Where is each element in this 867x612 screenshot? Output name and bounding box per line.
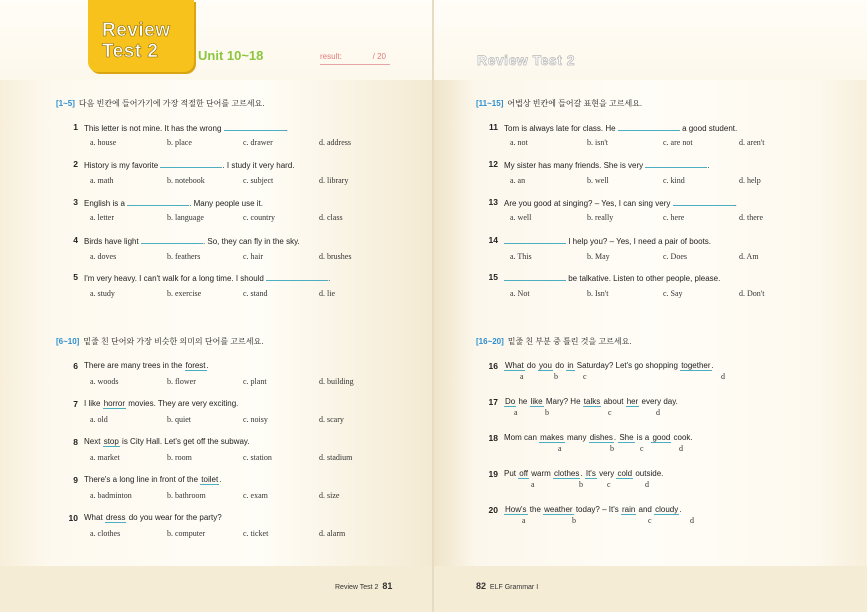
choice-b[interactable]: dishes (589, 433, 613, 442)
section-range: [11~15] (476, 99, 504, 108)
question-text: Tom is always late for class. He a good student. (504, 124, 738, 133)
choice-b[interactable]: you (539, 361, 552, 370)
option-d[interactable]: d. building (319, 377, 354, 386)
section-header-1-5 (56, 98, 264, 109)
choice-a[interactable]: off (519, 469, 528, 478)
question-text: History is my favorite . I study it very hard. (84, 161, 295, 170)
option-b[interactable]: b. room (167, 453, 192, 462)
question-number: 14 (488, 235, 498, 245)
underlined-word: toilet (201, 475, 219, 484)
answer-blank[interactable] (673, 197, 735, 206)
choice-c[interactable]: in (567, 361, 574, 370)
choice-letter: c (608, 408, 612, 417)
option-d[interactable]: d. help (739, 176, 761, 185)
answer-blank[interactable] (504, 272, 566, 281)
answer-blank[interactable] (504, 235, 566, 244)
answer-blank[interactable] (266, 272, 328, 281)
option-d[interactable]: d. Don't (739, 289, 765, 298)
choice-letter: a (514, 408, 518, 417)
option-d[interactable]: d. library (319, 176, 349, 185)
question-number: 15 (488, 272, 498, 282)
option-b[interactable]: b. isn't (587, 138, 608, 147)
option-b[interactable]: b. quiet (167, 415, 191, 424)
question-number: 17 (488, 397, 498, 407)
underlined-word: horror (103, 399, 126, 408)
choice-a[interactable]: makes (540, 433, 564, 442)
choice-letter: d (679, 444, 683, 453)
section-instruction: 어법상 빈칸에 들어갈 표현을 고르세요. (507, 99, 643, 108)
gutter (432, 0, 434, 612)
option-d[interactable]: d. stadium (319, 453, 353, 462)
option-a[interactable]: a. well (510, 213, 532, 222)
option-c[interactable]: c. here (663, 213, 685, 222)
question-number: 5 (73, 272, 78, 282)
option-d[interactable]: d. size (319, 491, 340, 500)
question-text: Mom can makes many dishes. She is a good cook. (504, 433, 693, 442)
question-text: How's the weather today? – It's rain and cloudy. (505, 505, 682, 514)
question-number: 20 (488, 505, 498, 515)
right-page-footer (476, 581, 538, 591)
choice-letter: d (690, 516, 694, 525)
choice-letter: c (640, 444, 644, 453)
choice-letter: b (554, 372, 558, 381)
question-text: Put off warm clothes. It's very cold outside. (504, 469, 664, 478)
review-test-badge (88, 0, 194, 72)
option-c[interactable]: c. Say (663, 289, 683, 298)
option-a[interactable]: a. This (510, 252, 532, 261)
answer-blank[interactable] (645, 159, 707, 168)
option-c[interactable]: c. exam (243, 491, 268, 500)
option-a[interactable]: a. not (510, 138, 528, 147)
option-d[interactable]: d. scary (319, 415, 344, 424)
option-b[interactable]: b. well (587, 176, 609, 185)
question-number: 6 (73, 361, 78, 371)
answer-blank[interactable] (160, 159, 222, 168)
option-a[interactable]: a. old (90, 415, 108, 424)
section-instruction: 다음 빈칸에 들어가기에 가장 적절한 단어를 고르세요. (78, 99, 265, 108)
option-a[interactable]: a. clothes (90, 529, 121, 538)
question-number: 12 (488, 159, 498, 169)
option-b[interactable]: b. exercise (167, 289, 202, 298)
section-range: [16~20] (476, 337, 504, 346)
section-range: [6~10] (56, 337, 80, 346)
choice-d[interactable]: good (652, 433, 671, 442)
result-label: result: (320, 52, 342, 61)
choice-letter: c (648, 516, 652, 525)
option-c[interactable]: c. plant (243, 377, 267, 386)
underlined-word: stop (103, 437, 119, 446)
page-number: 81 (382, 581, 393, 591)
question-text: There are many trees in the forest. (84, 361, 209, 370)
question-number: 10 (68, 513, 78, 523)
footer-label: Review Test 2 (335, 584, 379, 591)
choice-c[interactable]: talks (583, 397, 601, 406)
underlined-word: forest (185, 361, 206, 370)
choice-letter: a (558, 444, 562, 453)
option-a[interactable]: a. math (90, 176, 114, 185)
choice-letter: c (583, 372, 587, 381)
question-number: 9 (73, 475, 78, 485)
choice-letter: a (531, 480, 535, 489)
question-number: 16 (488, 361, 498, 371)
choice-letter: d (656, 408, 660, 417)
option-a[interactable]: a. study (90, 289, 115, 298)
section-range: [1~5] (56, 99, 75, 108)
choice-d[interactable]: cloudy (655, 505, 679, 514)
option-c[interactable]: c. station (243, 453, 272, 462)
question-text: What dress do you wear for the party? (84, 513, 222, 522)
option-d[interactable]: d. alarm (319, 529, 346, 538)
option-a[interactable]: a. doves (90, 252, 117, 261)
question-text: What do you do in Saturday? Let's go shopping together. (505, 361, 714, 370)
question-text: I help you? – Yes, I need a pair of boots. (504, 235, 711, 246)
question-text: Do he like Mary? He talks about her every day. (505, 397, 678, 406)
choice-b[interactable]: clothes (554, 469, 580, 478)
choice-letter: d (645, 480, 649, 489)
option-b[interactable]: b. Isn't (587, 289, 609, 298)
option-c[interactable]: c. Does (663, 252, 687, 261)
section-instruction: 밑줄 친 부분 중 틀린 것을 고르세요. (507, 337, 632, 346)
choice-d[interactable]: her (626, 397, 639, 406)
option-d[interactable]: d. address (319, 138, 351, 147)
question-number: 4 (73, 235, 78, 245)
question-number: 1 (73, 122, 78, 132)
choice-c[interactable]: rain (621, 505, 636, 514)
option-b[interactable]: b. place (167, 138, 192, 147)
choice-a[interactable]: Do (505, 397, 516, 406)
option-a[interactable]: a. letter (90, 213, 114, 222)
option-c[interactable]: c. kind (663, 176, 685, 185)
option-d[interactable]: d. brushes (319, 252, 352, 261)
choice-b[interactable]: like (530, 397, 543, 406)
option-c[interactable]: c. hair (243, 252, 263, 261)
option-c[interactable]: c. are not (663, 138, 693, 147)
option-d[interactable]: d. Am (739, 252, 759, 261)
option-b[interactable]: b. language (167, 213, 204, 222)
option-a[interactable]: a. an (510, 176, 526, 185)
left-page-footer (335, 581, 392, 591)
question-text: I'm very heavy. I can't walk for a long time. I should . (84, 274, 331, 283)
answer-blank[interactable] (618, 122, 680, 131)
option-c[interactable]: c. drawer (243, 138, 273, 147)
option-a[interactable]: a. Not (510, 289, 530, 298)
question-number: 2 (73, 159, 78, 169)
footer-label: ELF Grammar I (489, 584, 539, 591)
question-number: 13 (488, 197, 498, 207)
result-total: / 20 (372, 52, 386, 61)
badge-line2: Test 2 (102, 41, 159, 62)
option-d[interactable]: d. class (319, 213, 343, 222)
choice-c[interactable]: It's (585, 469, 596, 478)
choice-a[interactable]: How's (505, 505, 527, 514)
option-a[interactable]: a. house (90, 138, 117, 147)
answer-blank[interactable] (141, 235, 203, 244)
question-number: 7 (73, 399, 78, 409)
choice-letter: b (572, 516, 576, 525)
section-instruction: 밑줄 친 단어와 가장 비슷한 의미의 단어를 고르세요. (83, 337, 264, 346)
choice-letter: c (607, 480, 611, 489)
option-c[interactable]: c. ticket (243, 529, 269, 538)
option-b[interactable]: b. computer (167, 529, 206, 538)
choice-a[interactable]: What (505, 361, 524, 370)
question-text: English is a . Many people use it. (84, 199, 263, 208)
option-b[interactable]: b. May (587, 252, 610, 261)
choice-letter: a (522, 516, 526, 525)
option-b[interactable]: b. really (587, 213, 614, 222)
option-c[interactable]: c. country (243, 213, 275, 222)
option-b[interactable]: b. feathers (167, 252, 201, 261)
option-a[interactable]: a. badminton (90, 491, 132, 500)
badge-line1: Review (102, 20, 171, 41)
choice-letter: d (721, 372, 725, 381)
question-text: Birds have light . So, they can fly in the sky. (84, 237, 300, 246)
option-a[interactable]: a. woods (90, 377, 119, 386)
result-box (320, 52, 390, 65)
question-text: This letter is not mine. It has the wrong . (84, 124, 288, 133)
question-number: 3 (73, 197, 78, 207)
option-d[interactable]: d. lie (319, 289, 335, 298)
question-text: be talkative. Listen to other people, please. (504, 272, 720, 283)
underlined-word: dress (105, 513, 126, 522)
option-a[interactable]: a. market (90, 453, 120, 462)
option-d[interactable]: d. there (739, 213, 763, 222)
choice-c[interactable]: She (619, 433, 634, 442)
answer-blank[interactable] (224, 122, 286, 131)
section-header-11-15 (476, 98, 642, 109)
option-b[interactable]: b. bathroom (167, 491, 206, 500)
choice-letter: b (579, 480, 583, 489)
question-number: 11 (489, 122, 498, 132)
right-page-title: Review Test 2 (477, 52, 576, 68)
option-c[interactable]: c. stand (243, 289, 268, 298)
choice-b[interactable]: weather (544, 505, 573, 514)
unit-title: Unit 10~18 (198, 48, 264, 63)
question-number: 19 (488, 469, 498, 479)
question-number: 8 (73, 437, 78, 447)
question-text: I like horror movies. They are very exciting. (84, 399, 239, 408)
choice-letter: b (610, 444, 614, 453)
option-d[interactable]: d. aren't (739, 138, 765, 147)
choice-d[interactable]: together (681, 361, 711, 370)
choice-letter: b (545, 408, 549, 417)
section-header-16-20 (476, 336, 632, 347)
question-number: 18 (488, 433, 498, 443)
page-number: 82 (476, 581, 487, 591)
question-text: Next stop is City Hall. Let's get off the subway. (84, 437, 250, 446)
question-text: There's a long line in front of the toilet. (84, 475, 222, 484)
option-c[interactable]: c. noisy (243, 415, 268, 424)
question-text: My sister has many friends. She is very . (504, 161, 710, 170)
option-c[interactable]: c. subject (243, 176, 274, 185)
option-b[interactable]: b. flower (167, 377, 196, 386)
section-header-6-10 (56, 336, 263, 347)
answer-blank[interactable] (127, 197, 189, 206)
choice-letter: a (520, 372, 524, 381)
choice-d[interactable]: cold (617, 469, 633, 478)
question-text: Are you good at singing? – Yes, I can sing very . (504, 199, 737, 208)
option-b[interactable]: b. notebook (167, 176, 205, 185)
